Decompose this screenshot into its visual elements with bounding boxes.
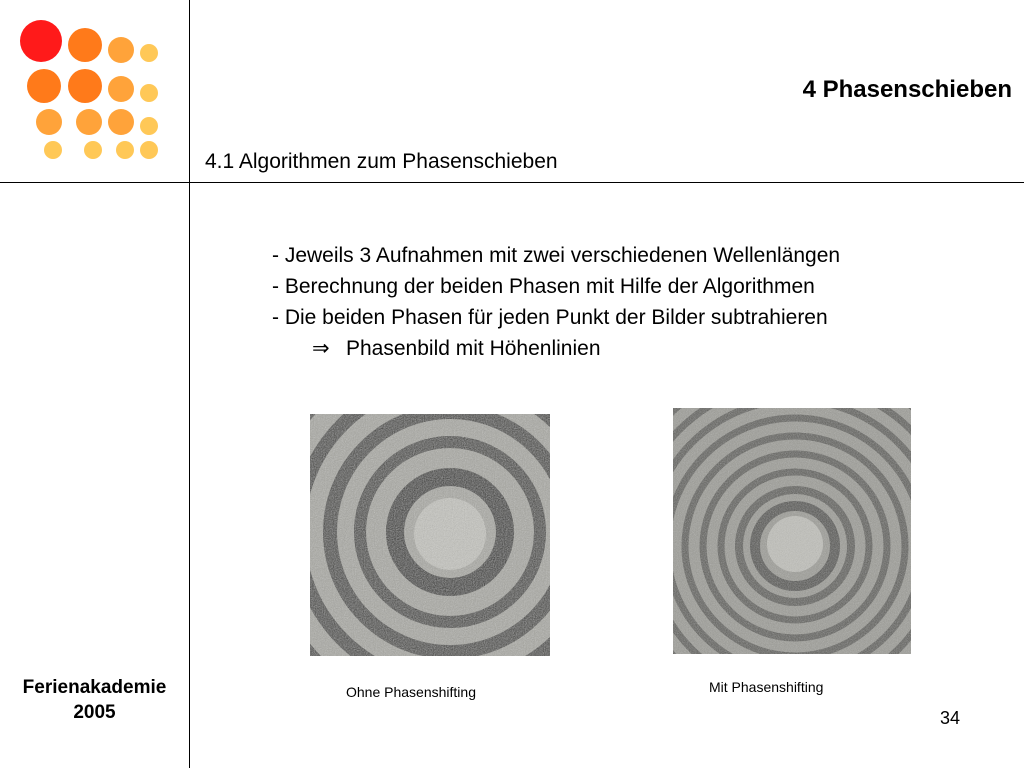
logo-dot xyxy=(36,109,62,135)
logo-dot xyxy=(108,37,134,63)
slide-subtitle: 4.1 Algorithmen zum Phasenschieben xyxy=(205,150,558,173)
bullet-item: - Jeweils 3 Aufnahmen mit zwei verschiedenen Wellenlängen xyxy=(272,244,841,267)
logo-dot xyxy=(44,141,62,159)
logo-dot xyxy=(140,44,158,62)
caption-left: Ohne Phasenshifting xyxy=(346,684,476,700)
logo-dot xyxy=(140,84,158,102)
logo-dot xyxy=(140,117,158,135)
fringe-image-without-phaseshifting xyxy=(310,414,550,656)
implies-arrow-icon: ⇒ xyxy=(312,337,330,360)
logo-dot xyxy=(116,141,134,159)
logo-dot xyxy=(84,141,102,159)
logo-dot xyxy=(68,28,102,62)
caption-right: Mit Phasenshifting xyxy=(709,679,824,695)
logo-dot xyxy=(27,69,61,103)
conclusion-text: Phasenbild mit Höhenlinien xyxy=(346,337,601,360)
page-number: 34 xyxy=(940,708,961,728)
bullet-item: - Berechnung der beiden Phasen mit Hilfe der Algorithmen xyxy=(272,275,815,298)
logo-dot xyxy=(108,109,134,135)
footer-org-year: 2005 xyxy=(73,702,116,723)
logo-dot xyxy=(68,69,102,103)
logo-dot xyxy=(76,109,102,135)
fringe-pattern-left xyxy=(310,414,550,656)
slide-title: 4 Phasenschieben xyxy=(802,76,1012,103)
logo-dot xyxy=(20,20,62,62)
logo-dot xyxy=(108,76,134,102)
bullet-item: - Die beiden Phasen für jeden Punkt der Bilder subtrahieren xyxy=(272,306,828,329)
footer-organization xyxy=(0,675,189,725)
logo-dot xyxy=(140,141,158,159)
vertical-divider xyxy=(189,0,190,768)
fringe-image-with-phaseshifting xyxy=(673,408,911,654)
fringe-pattern-right xyxy=(673,408,911,654)
footer-org-name: Ferienakademie xyxy=(22,677,167,698)
bullet-list xyxy=(272,240,840,364)
horizontal-divider xyxy=(0,182,1024,183)
conclusion-line xyxy=(272,333,840,364)
